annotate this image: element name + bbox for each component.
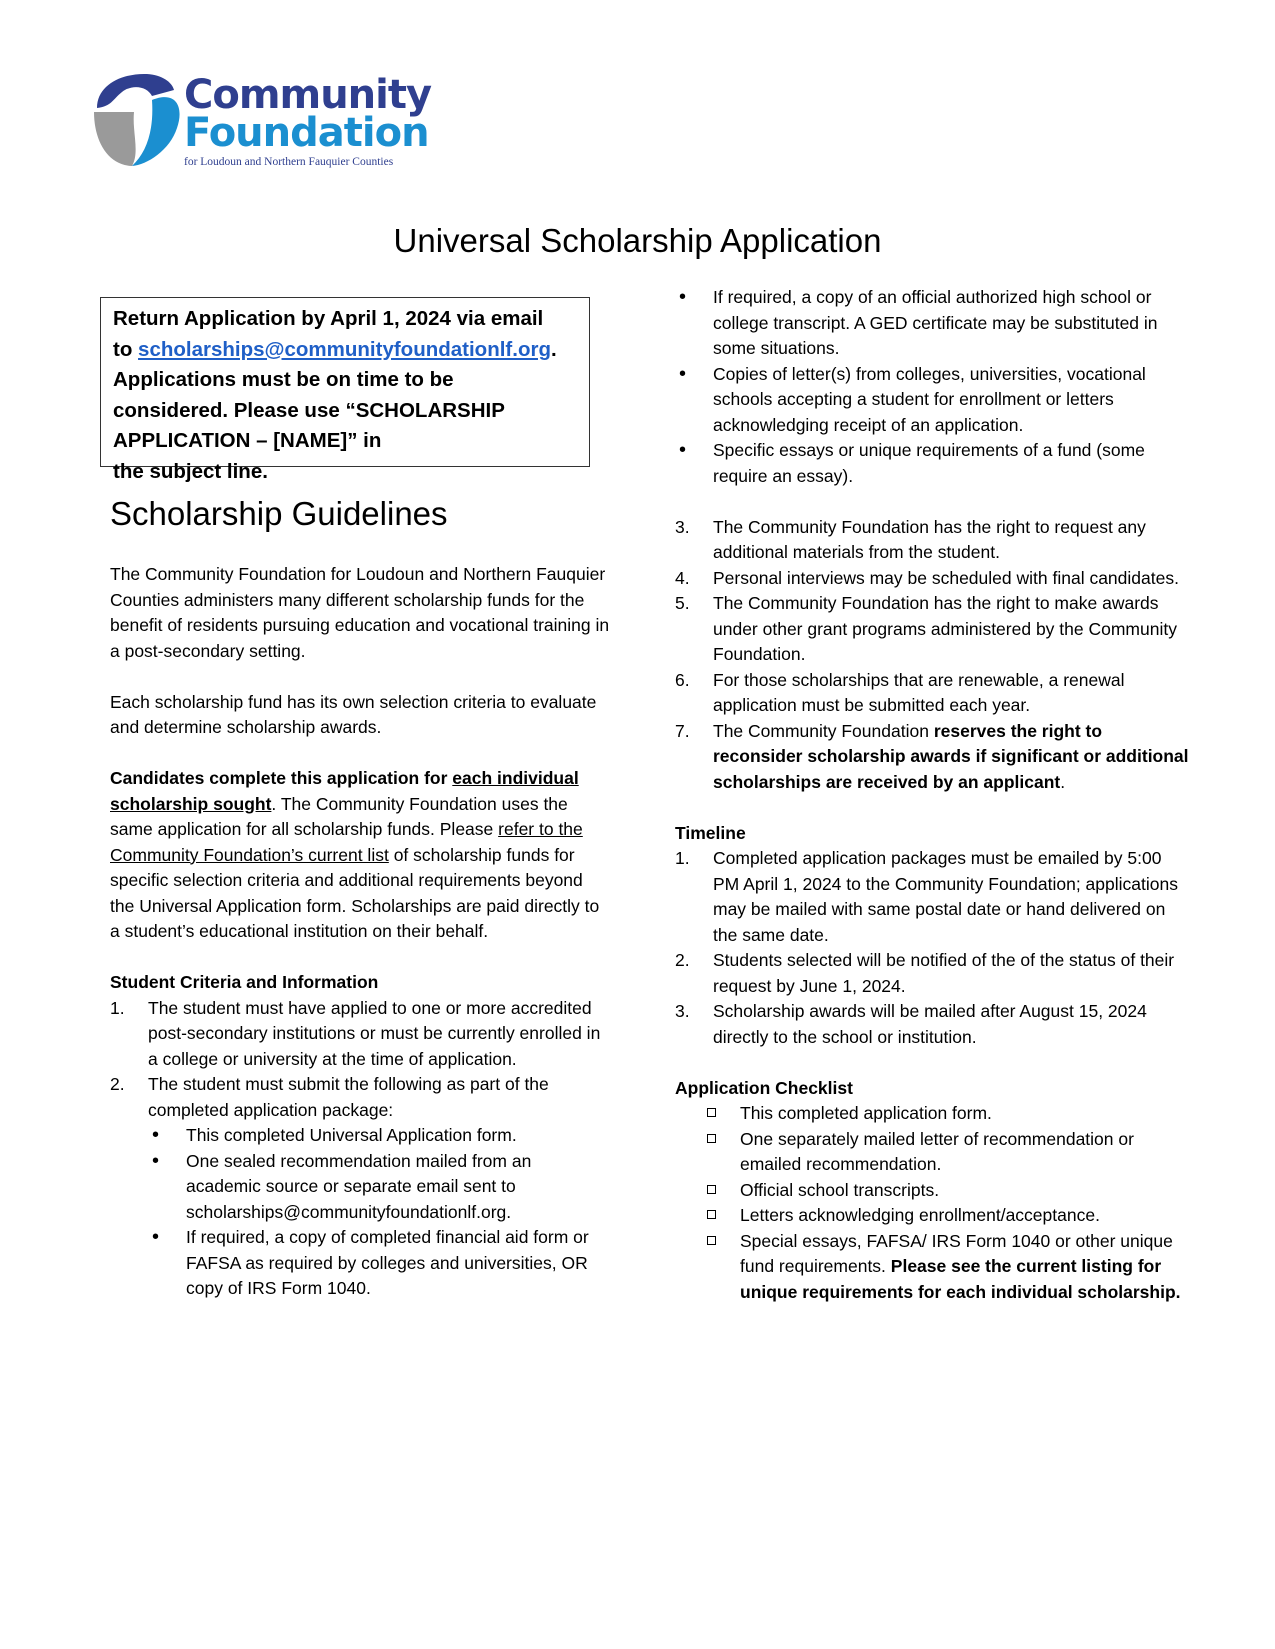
checkbox-icon — [707, 1236, 716, 1245]
checklist-heading: Application Checklist — [675, 1077, 853, 1098]
return-notice-box — [100, 297, 590, 483]
checkbox-icon — [707, 1134, 716, 1143]
criteria-item-number: 4. — [675, 567, 690, 588]
criteria-list-continued — [675, 515, 1190, 796]
checkbox-icon — [707, 1108, 716, 1117]
submission-bullets — [148, 1123, 610, 1302]
bullet-item: • Specific essays or unique requirements of a fund (some require an essay). — [675, 438, 1190, 489]
criteria-item-text: The Community Foundation has the right to request any additional materials from the student. — [713, 516, 1146, 562]
logo-mark-icon — [92, 70, 192, 170]
checklist-item — [675, 1178, 1190, 1204]
logo-word-foundation: Foundation — [184, 110, 429, 156]
timeline-item — [675, 948, 1190, 999]
criteria-item-3 — [675, 515, 1190, 566]
checklist-item — [675, 1127, 1190, 1178]
timeline-item-number: 2. — [675, 950, 690, 970]
criteria-item-number: 5. — [675, 593, 690, 613]
timeline-item-text: Completed application packages must be emailed by 5:00 PM April 1, 2024 to the Community Foundation; applications may be mailed with same postal date or hand delivered on the same date. — [713, 848, 1178, 945]
criteria-item-text: The Community Foundation — [713, 720, 934, 741]
criteria-item-text: The student must submit the following as part of the completed application package: — [148, 1074, 549, 1120]
guidelines-paragraph-3 — [110, 766, 610, 945]
criteria-item-number: 7. — [675, 720, 690, 741]
criteria-item-1 — [110, 996, 610, 1073]
checkbox-icon — [707, 1210, 716, 1219]
checklist-item-bold: Please see the current listing for unique requirements for each individual scholarship. — [740, 1256, 1181, 1302]
guidelines-heading: Scholarship Guidelines — [110, 495, 448, 532]
timeline-item — [675, 846, 1190, 948]
community-foundation-logo — [92, 70, 432, 180]
notice-line-6: the subject line. — [113, 459, 268, 483]
application-checklist — [675, 1101, 1190, 1305]
criteria-item-4 — [675, 566, 1190, 592]
criteria-item-text: The Community Foundation has the right to make awards under other grant programs administered by the Community Foundation. — [713, 593, 1177, 664]
notice-line-3: Applications must be on time to be — [113, 368, 454, 391]
page-title: Universal Scholarship Application — [393, 222, 882, 259]
timeline-heading: Timeline — [675, 822, 746, 843]
checklist-item-text: Official school transcripts. — [740, 1179, 940, 1200]
checkbox-icon — [707, 1185, 716, 1194]
criteria-item-7 — [675, 719, 1190, 796]
timeline-list — [675, 846, 1190, 1050]
para3-bold: Candidates complete this application for — [110, 768, 453, 788]
criteria-list — [110, 996, 610, 1302]
scholarship-email-link[interactable]: scholarships@communityfoundationlf.org — [138, 337, 551, 361]
right-column — [675, 285, 1190, 1305]
notice-line-5: APPLICATION – [NAME]” in — [113, 429, 382, 452]
criteria-item-2 — [110, 1072, 610, 1302]
bullet-item: • One sealed recommendation mailed from an academic source or separate email sent to scholarships@communityfoundationlf.org. — [148, 1149, 610, 1226]
checklist-item-text: Special essays, FAFSA/ IRS Form 1040 or other unique fund requirements. — [740, 1230, 1173, 1276]
submission-bullets-continued — [675, 285, 1190, 489]
notice-to: to — [113, 337, 139, 361]
timeline-item-number: 1. — [675, 848, 690, 868]
checklist-item — [675, 1101, 1190, 1127]
bullet-item: • If required, a copy of completed financial aid form or FAFSA as required by colleges and universities, OR copy of IRS Form 1040. — [148, 1225, 610, 1302]
checklist-item-text: This completed application form. — [740, 1103, 992, 1123]
timeline-item — [675, 999, 1190, 1050]
notice-line-4: considered. Please use “SCHOLARSHIP — [113, 398, 505, 422]
timeline-item-text: Scholarship awards will be mailed after August 15, 2024 directly to the school or institution. — [713, 1001, 1147, 1047]
timeline-item-number: 3. — [675, 1001, 690, 1021]
para3-bold-underline: each individual scholarship sought — [110, 768, 579, 814]
logo-word-community: Community — [184, 72, 432, 118]
para3-text-2: of scholarship funds for specific selection criteria and additional requirements beyond the Universal Application form. Scholarships are paid directly to a student’s educational institution on their behalf. — [110, 844, 600, 941]
notice-line-2 — [113, 335, 577, 366]
notice-period: . — [550, 337, 557, 361]
timeline-item-text: Students selected will be notified of the of the status of their request by June 1, 2024. — [713, 950, 1175, 996]
para3-text-1: . The Community Foundation uses the same application for all scholarship funds. Please — [110, 793, 568, 839]
checklist-item-text: One separately mailed letter of recommendation or emailed recommendation. — [740, 1128, 1134, 1174]
criteria-item-5 — [675, 591, 1190, 668]
guidelines-paragraph-2: Each scholarship fund has its own selection criteria to evaluate and determine scholarship awards. — [110, 691, 597, 737]
criteria-item-text: Personal interviews may be scheduled with final candidates. — [713, 567, 1179, 588]
guidelines-paragraph-1: The Community Foundation for Loudoun and Northern Fauquier Counties administers many different scholarship funds for the benefit of residents pursuing education and vocational training in a post-secondary setting. — [110, 564, 610, 661]
logo-tagline: for Loudoun and Northern Fauquier Counties — [184, 156, 394, 168]
criteria-item-6 — [675, 668, 1190, 719]
bullet-item: • If required, a copy of an official authorized high school or college transcript. A GED certificate may be substituted in some situations. — [675, 285, 1190, 362]
current-list-reference: refer to the Community Foundation’s current list — [110, 819, 583, 865]
bullet-item: • This completed Universal Application form. — [148, 1123, 610, 1149]
criteria-item-number: 3. — [675, 516, 690, 537]
bullet-item: • Copies of letter(s) from colleges, universities, vocational schools accepting a student for enrollment or letters acknowledging receipt of an application. — [675, 362, 1190, 439]
notice-line-1: Return Application by April 1, 2024 via email — [113, 307, 544, 330]
criteria-item-end: . — [1060, 771, 1066, 792]
criteria-heading: Student Criteria and Information — [110, 972, 379, 992]
checklist-item — [675, 1229, 1190, 1306]
criteria-item-number: 1. — [110, 997, 125, 1018]
checklist-item — [675, 1203, 1190, 1229]
criteria-item-number: 6. — [675, 669, 690, 690]
left-column — [110, 494, 610, 1302]
criteria-item-bold: reserves the right to reconsider scholarship awards if significant or additional scholarships are received by an applicant — [713, 720, 1189, 792]
criteria-item-text: The student must have applied to one or more accredited post-secondary institutions or must be currently enrolled in a college or university at the time of application. — [148, 997, 601, 1069]
criteria-item-text: For those scholarships that are renewable, a renewal application must be submitted each year. — [713, 669, 1125, 715]
criteria-item-number: 2. — [110, 1074, 125, 1094]
checklist-item-text: Letters acknowledging enrollment/acceptance. — [740, 1205, 1100, 1225]
